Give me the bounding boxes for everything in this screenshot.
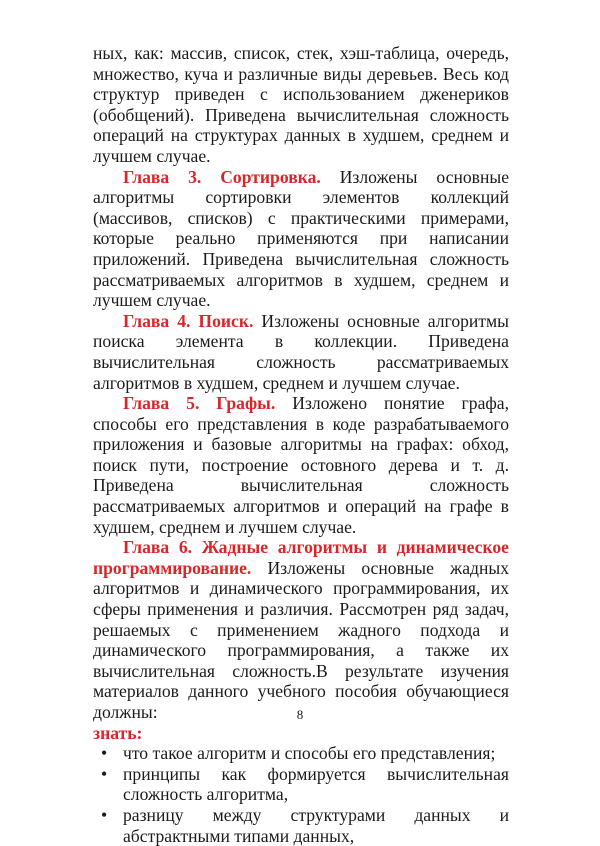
bullet-icon: • <box>101 804 108 825</box>
list-item: • разницу между структурами данных и абстрактными типами данных, <box>101 804 509 846</box>
chapter-4-text: Изложены основные алгоритмы поиска элемента в коллекции. Приведена вычислительная сложность рассматриваемых алгоритмов в худшем, среднем и лучшем случае. <box>93 310 509 393</box>
chapter-6-text: Изложены основные жадных алгоритмов и динамического программирования, их сферы применения и различия. Рассмотрен ряд задач, решаемых с применением жадного подхода и динамического программирования, а также их вычислительная сложность.В результате изучения материалов данного учебного пособия обучающиеся должны: <box>93 557 509 722</box>
chapter-5-text: Изложено понятие графа, способы его представления в коде разрабатываемого приложения и базовые алгоритмы на графах: обход, поиск пути, построение остовного дерева и т. д. Приведена вычислительная сложность рассматриваемых алгоритмов и операций на графе в худшем, среднем и лучшем случае. <box>93 393 509 537</box>
chapter-3-title: Глава 3. Сортировка. <box>123 166 321 187</box>
paragraph-chapter-6 <box>93 537 509 722</box>
paragraph-data-structures: ных, как: массив, список, стек, хэш-таблица, очередь, множество, куча и различные виды деревьев. Весь код структур приведен с использованием дженериков (обобщений). Приведена вычислительная сложность операций на структурах данных в худшем, среднем и лучшем случае. <box>93 43 509 166</box>
bullet-icon: • <box>101 743 108 764</box>
know-list <box>93 743 509 846</box>
know-label: знать: <box>93 722 143 743</box>
page-number: 8 <box>296 707 304 722</box>
bullet-icon: • <box>101 763 108 784</box>
chapter-3-text: Изложены основные алгоритмы сортировки элементов коллекций (массивов, списков) с практическими примерами, которые реально применяются при написании приложений. Приведена вычислительная сложность рассматриваемых алгоритмов в худшем, среднем и лучшем случае. <box>93 166 510 311</box>
list-item: • принципы как формируется вычислительная сложность алгоритма, <box>101 763 509 805</box>
paragraph-chapter-3 <box>93 167 509 311</box>
paragraph-chapter-4 <box>93 311 509 393</box>
page-content <box>93 43 509 846</box>
chapter-5-title: Глава 5. Графы. <box>123 393 276 414</box>
chapter-6-title: Глава 6. Жадные алгоритмы и динамическое программирование. <box>93 537 509 578</box>
paragraph-chapter-5 <box>93 393 509 537</box>
list-item: • что такое алгоритм и способы его представления; <box>101 743 496 764</box>
chapter-4-title: Глава 4. Поиск. <box>123 310 254 331</box>
